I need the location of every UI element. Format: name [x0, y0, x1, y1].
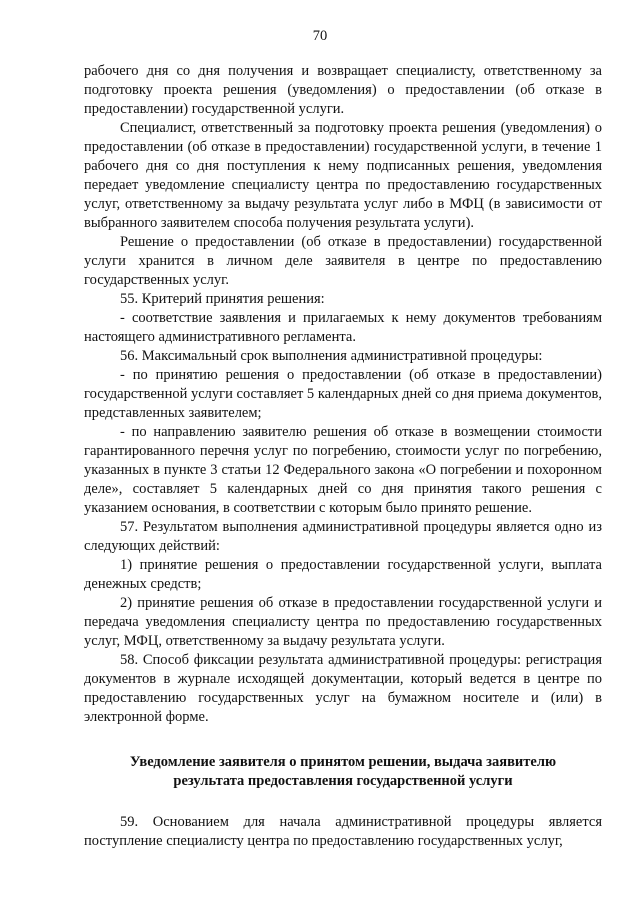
paragraph: - по принятию решения о предоставлении (об отказе в предоставлении) государственной услуги составляет 5 календарных дней со дня приема документов, представленных заявителем;	[84, 367, 602, 421]
paragraph: 2) принятие решения об отказе в предоставлении государственной услуги и передача уведомления специалисту центра по предоставлению государственных услуг, МФЦ, ответственному за выдачу результата услуги.	[84, 595, 602, 649]
paragraph: Специалист, ответственный за подготовку проекта решения (уведомления) о предоставлении (об отказе в предоставлении) государственной услуги, в течение 1 рабочего дня со дня поступления к нему подписанных решения, уведомления передает уведомление специалисту центра по предоставлению государственных услуг, ответственному за выдачу результата услуг либо в МФЦ (в зависимости от выбранного заявителем способа получения результата услуги).	[84, 120, 602, 231]
paragraph: - соответствие заявления и прилагаемых к нему документов требованиям настоящего административного регламента.	[84, 310, 602, 345]
section-heading: Уведомление заявителя о принятом решении, выдача заявителю результата предоставления государственной услуги	[129, 754, 557, 789]
page-number: 70	[312, 28, 328, 44]
paragraph-item-56: 56. Максимальный срок выполнения административной процедуры:	[120, 348, 543, 364]
paragraph-item-58: 58. Способ фиксации результата административной процедуры: регистрация документов в журнале исходящей документации, который ведется в центре по предоставлению государственных услуг на бумажном носителе и (или) в электронной форме.	[84, 652, 602, 725]
paragraph-item-59: 59. Основанием для начала административной процедуры является поступление специалисту центра по предоставлению государственных услуг,	[84, 814, 602, 849]
paragraph: 1) принятие решения о предоставлении государственной услуги, выплата денежных средств;	[84, 557, 602, 592]
paragraph: - по направлению заявителю решения об отказе в возмещении стоимости гарантированного перечня услуг по погребению, стоимости услуг по погребению, указанных в пункте 3 статьи 12 Федерального закона «О погребении и похоронном деле», составляет 5 календарных дней со дня принятия такого решения с указанием основания, в соответствии с которым было принято решение.	[84, 424, 602, 516]
paragraph: Решение о предоставлении (об отказе в предоставлении) государственной услуги хранится в личном деле заявителя в центре по предоставлению государственных услуг.	[84, 234, 602, 288]
paragraph-item-57: 57. Результатом выполнения административной процедуры является одно из следующих действий:	[84, 519, 602, 554]
paragraph-item-55: 55. Критерий принятия решения:	[120, 291, 325, 307]
document-body	[84, 62, 602, 851]
paragraph: рабочего дня со дня получения и возвращает специалисту, ответственному за подготовку проекта решения (уведомления) о предоставлении (об отказе в предоставлении) государственной услуги.	[84, 63, 602, 117]
